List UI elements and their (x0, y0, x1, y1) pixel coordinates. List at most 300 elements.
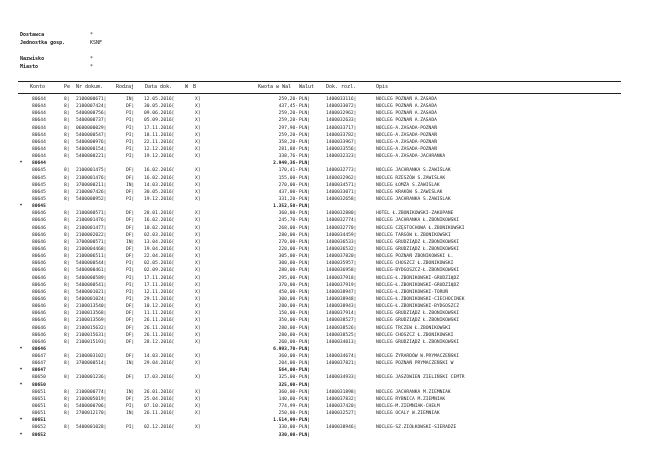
col-kwota: Kwota w Wal (258, 84, 292, 90)
cell-waluta: PLN| (299, 261, 311, 267)
cell-opis: NOCLEG RZESZÓW S.ZAWIŚLAK (376, 175, 446, 181)
cell-bodzaj: PI| (126, 282, 135, 288)
cell-konto: 80646 (32, 311, 46, 317)
cell-data: 02.03.2016[ (144, 232, 175, 238)
cell-dok: 1400032773| (326, 168, 357, 174)
cell-bodzaj: DF| (126, 396, 135, 402)
table-row (18, 232, 623, 239)
cell-dok: 1400036533| (326, 239, 357, 245)
cell-data: 02.12.2016[ (144, 425, 175, 431)
cell-nr: 5400001028| (76, 425, 107, 431)
cell-pe: 8| (64, 375, 70, 381)
cell-dok: 1400037914| (326, 311, 357, 317)
cell-opis: HOTEL Ł.ZBONIKOWSKI-ZAKOPANE (376, 211, 454, 217)
cell-dok: 1400034674| (326, 354, 357, 360)
cell-pe: 8| (64, 118, 70, 124)
cell-waluta: PLN| (299, 239, 311, 245)
cell-data: 29.04.2016[ (144, 361, 175, 367)
cell-opis: NOCLEG-A.ZASADA-JACHRANKA (376, 154, 446, 160)
cell-wl: X] (195, 332, 201, 338)
cell-wl: X] (195, 232, 201, 238)
cell-waluta: PLN| (299, 404, 311, 410)
cell-waluta: PLN| (299, 368, 311, 374)
cell-dok: 1400038527| (326, 318, 357, 324)
cell-dok: 1400033116| (326, 97, 357, 102)
cell-konto: 80650 (32, 382, 46, 388)
cell-kwota: 280,00- (278, 332, 298, 338)
cell-waluta: PLN| (299, 361, 311, 367)
table-row (18, 146, 623, 153)
table-row (18, 260, 623, 267)
cell-opis: NOCLEG ŻYRARDÓW W.PRYMACZEŃSKI (376, 354, 459, 360)
table-row (18, 282, 623, 289)
cell-bodzaj: PI| (126, 296, 135, 302)
cell-pe: 8| (64, 296, 70, 302)
cell-data: 11.11.2016[ (144, 311, 175, 317)
cell-wl: X] (195, 396, 201, 402)
cell-kwota: 1.352,50- (273, 204, 298, 210)
cell-data: 16.02.2016[ (144, 175, 175, 181)
cell-waluta: PLN| (299, 139, 311, 145)
cell-opis: NOCLEG POZNAŃ A.ZASADA (376, 97, 437, 102)
cell-waluta: PLN| (299, 161, 311, 167)
cell-pe: 8| (64, 182, 70, 188)
cell-wl: X] (195, 125, 201, 131)
cell-flag: * (19, 346, 23, 352)
cell-bodzaj: DF| (126, 304, 135, 310)
cell-pe: 8| (64, 361, 70, 367)
cell-wl: X] (195, 182, 201, 188)
cell-bodzaj: PI| (126, 125, 135, 131)
cell-pe: 8| (64, 111, 70, 117)
col-waluta: Walut (299, 84, 315, 90)
cell-pe: 8| (64, 132, 70, 138)
cell-bodzaj: DF| (126, 311, 135, 317)
cell-pe: 8| (64, 211, 70, 217)
cell-wl: X] (195, 111, 201, 117)
cell-dok: 1400037420| (326, 404, 357, 410)
cell-waluta: PLN| (299, 389, 311, 395)
cell-nr: 5400000756| (76, 111, 107, 117)
cell-pe: 8| (64, 168, 70, 174)
table-row (18, 424, 623, 431)
cell-konto: 80650 (32, 375, 46, 381)
cell-data: 19.04.2016[ (144, 246, 175, 252)
table-row (18, 103, 623, 110)
cell-waluta: PLN| (299, 354, 311, 360)
cell-konto: 80646 (32, 325, 46, 331)
cell-konto: 80647 (32, 361, 46, 367)
cell-wl: X] (195, 375, 201, 381)
cell-opis: NOCLEG JACHRANKA S.ZAWIŚLAK (376, 196, 451, 202)
cell-wl: X] (195, 325, 201, 331)
cell-wl: X] (195, 246, 201, 252)
cell-data: 26.11.2016[ (144, 325, 175, 331)
cell-kwota: 280,00- (278, 232, 298, 238)
cell-konto: 80652 (32, 432, 46, 438)
cell-dok: 1400031898| (326, 389, 357, 395)
cell-pe: 8| (64, 396, 70, 402)
cell-bodzaj: PI| (126, 118, 135, 124)
cell-nr: 5400000589| (76, 275, 107, 281)
cell-kwota: 305,00- (278, 254, 298, 260)
cell-kwota: 2.949,36- (273, 161, 298, 167)
cell-dok: 1400038526| (326, 325, 357, 331)
cell-opis: NOCLEG POZNAŃ A.ZASADA (376, 104, 437, 110)
cell-kwota: 300,00- (278, 261, 298, 267)
cell-waluta: PLN| (299, 275, 311, 281)
cell-dok: 1400037821| (326, 361, 357, 367)
cell-data: 13.04.2016[ (144, 239, 175, 245)
cell-konto: 80651 (32, 404, 46, 410)
cell-konto: 80651 (32, 418, 46, 424)
cell-data: 22.04.2016[ (144, 254, 175, 260)
cell-bodzaj: DF| (126, 246, 135, 252)
cell-bodzaj: PI| (126, 261, 135, 267)
cell-kwota: 270,00- (278, 239, 298, 245)
cell-waluta: PLN| (299, 425, 311, 431)
cell-pe: 8| (64, 411, 70, 417)
cell-konto: 80646 (32, 275, 46, 281)
header-field-label: Nazwisko (20, 56, 45, 62)
cell-opis: NOCLEG-A.ZASADA-POZNAŃ (376, 125, 437, 131)
cell-data: 05.09.2016[ (144, 118, 175, 124)
cell-opis: NOCLEG-Ł.ZBONIKOWSKI-CIECHOCINEK (376, 296, 465, 302)
cell-dok: 1400033556| (326, 146, 357, 152)
cell-data: 26.11.2016[ (144, 411, 175, 417)
header-field-value: * (90, 56, 94, 62)
cell-data: 30.05.2016[ (144, 104, 175, 110)
cell-waluta: PLN| (299, 296, 311, 302)
table-row (18, 175, 623, 182)
cell-konto: 80646 (32, 346, 46, 352)
cell-konto: 80646 (32, 268, 46, 274)
cell-waluta: PLN| (299, 332, 311, 338)
table-row (18, 332, 623, 339)
cell-opis: NOCLEG-A.ZASADA-POZNAŃ (376, 139, 437, 145)
cell-waluta: PLN| (299, 132, 311, 138)
cell-data: 02.05.2016[ (144, 261, 175, 267)
cell-bodzaj: DF| (126, 354, 135, 360)
cell-pe: 8| (64, 425, 70, 431)
cell-pe: 8| (64, 196, 70, 202)
cell-data: 19.12.2016[ (144, 196, 175, 202)
cell-pe: 8| (64, 239, 70, 245)
cell-dok: 1400033717| (326, 125, 357, 131)
cell-konto: 80646 (32, 304, 46, 310)
cell-data: 18.11.2016[ (144, 132, 175, 138)
cell-wl: X] (195, 304, 201, 310)
cell-dok: 1400037918| (326, 275, 357, 281)
cell-waluta: PLN| (299, 204, 311, 210)
table-row (18, 360, 623, 367)
cell-nr: 5400000737| (76, 118, 107, 124)
table-row (18, 167, 623, 174)
cell-waluta: PLN| (299, 232, 311, 238)
header-field-label: Jednostka gosp. (20, 40, 66, 46)
cell-dok: 1400034571| (326, 182, 357, 188)
table-row (18, 117, 623, 124)
header-top-rule (18, 81, 621, 82)
table-row (18, 139, 623, 146)
cell-waluta: PLN| (299, 268, 311, 274)
cell-wl: X] (195, 268, 201, 274)
cell-kwota: 360,00- (278, 211, 298, 217)
cell-waluta: PLN| (299, 97, 311, 102)
cell-kwota: 280,00- (278, 325, 298, 331)
cell-wl: X] (195, 254, 201, 260)
cell-opis: NOCLEG GRUDZIĄDZ Ł.ZBONIKOWSKI (376, 318, 459, 324)
cell-konto: 80646 (32, 289, 46, 295)
cell-nr: 3700000211| (76, 182, 107, 188)
cell-bodzaj: DF| (126, 225, 135, 231)
cell-pe: 8| (64, 339, 70, 345)
cell-konto: 80651 (32, 411, 46, 417)
cell-bodzaj: PI| (126, 111, 135, 117)
cell-opis: NOCLEG POZNAŃ ZBONIKOWSKI Ł. (376, 254, 454, 260)
cell-wl: X] (195, 361, 201, 367)
cell-waluta: PLN| (299, 382, 311, 388)
cell-wl: X] (195, 425, 201, 431)
subtotal-row (18, 432, 623, 439)
cell-dok: 1400032770| (326, 225, 357, 231)
cell-bodzaj: PI| (126, 289, 135, 295)
cell-dok: 1400038948| (326, 296, 357, 302)
cell-nr: 2700012170| (76, 411, 107, 417)
cell-bodzaj: PI| (126, 196, 135, 202)
cell-data: 16.02.2016[ (144, 218, 175, 224)
table-row (18, 189, 623, 196)
cell-nr: 5400000547| (76, 132, 107, 138)
cell-wl: X] (195, 311, 201, 317)
cell-kwota: 450,00- (278, 289, 298, 295)
subtotal-row (18, 417, 623, 424)
header-field-value: * (90, 32, 94, 38)
cell-kwota: 204,00- (278, 361, 298, 367)
cell-kwota: 358,20- (278, 139, 298, 145)
cell-nr: 2100015631| (76, 332, 107, 338)
cell-nr: 2100006511| (76, 254, 107, 260)
cell-opis: NOCLEG JACHRANKA M.ZIEMNIAK (376, 389, 451, 395)
cell-opis: NOCLEG TARGÓW Ł.ZBONIKOWSKI (376, 232, 451, 238)
cell-pe: 8| (64, 246, 70, 252)
cell-kwota: 437,00- (278, 189, 298, 195)
table-row (18, 132, 623, 139)
cell-waluta: PLN| (299, 375, 311, 381)
cell-pe: 8| (64, 304, 70, 310)
col-w: W (185, 84, 189, 90)
table-row (18, 182, 623, 189)
cell-wl: X] (195, 404, 201, 410)
cell-opis: NOCLEG-BYDGOSZCZ-Ł.ZBONIKOWSKI (376, 268, 459, 274)
cell-bodzaj: DF| (126, 254, 135, 260)
cell-nr: 5400001024| (76, 296, 107, 302)
cell-flag: * (19, 161, 23, 167)
cell-wl: X] (195, 104, 201, 110)
cell-konto: 80645 (32, 168, 46, 174)
cell-kwota: 245,70- (278, 218, 298, 224)
table-row (18, 275, 623, 282)
cell-konto: 80646 (32, 261, 46, 267)
cell-konto: 80646 (32, 296, 46, 302)
cell-konto: 80645 (32, 175, 46, 181)
table-row (18, 246, 623, 253)
header-bottom-rule (18, 93, 621, 94)
cell-opis: NOCLEG-M.ZIEMNIAK-CHEŁM (376, 404, 440, 410)
cell-kwota: 155,00- (278, 175, 298, 181)
table-row (18, 217, 623, 224)
cell-pe: 8| (64, 175, 70, 181)
cell-nr: 5400000706| (76, 404, 107, 410)
cell-wl: X] (195, 282, 201, 288)
cell-kwota: 295,00- (278, 275, 298, 281)
table-row (18, 353, 623, 360)
cell-pe: 8| (64, 389, 70, 395)
cell-waluta: PLN| (299, 325, 311, 331)
cell-bodzaj: DF| (126, 332, 135, 338)
table-row (18, 410, 623, 417)
cell-pe: 8| (64, 154, 70, 160)
table-row (18, 96, 623, 103)
cell-wl: X] (195, 139, 201, 145)
cell-konto: 80646 (32, 225, 46, 231)
cell-opis: NOCLEG JACHRANKA Ł.ZBONIKOWSKI (376, 218, 459, 224)
cell-bodzaj: IN| (126, 97, 135, 102)
col-b: B (193, 84, 197, 90)
cell-opis: NOCLEG-A.ZASADA-POZNAŃ (376, 146, 437, 152)
cell-nr: 3700000514| (76, 361, 107, 367)
cell-konto: 80646 (32, 339, 46, 345)
cell-pe: 8| (64, 404, 70, 410)
table-row (18, 325, 623, 332)
cell-data: 22.11.2016[ (144, 139, 175, 145)
cell-data: 17.11.2016[ (144, 282, 175, 288)
cell-kwota: 281,88- (278, 146, 298, 152)
subtotal-row (18, 160, 623, 167)
cell-nr: 2100007424| (76, 104, 107, 110)
table-row (18, 403, 623, 410)
cell-waluta: PLN| (299, 339, 311, 345)
table-row (18, 267, 623, 274)
cell-nr: 2100013568| (76, 311, 107, 317)
cell-kwota: 330,00- (278, 432, 298, 438)
cell-waluta: PLN| (299, 125, 311, 131)
cell-nr: 2100001476| (76, 175, 107, 181)
cell-konto: 80644 (32, 161, 46, 167)
cell-waluta: PLN| (299, 304, 311, 310)
cell-bodzaj: IN| (126, 389, 135, 395)
cell-wl: X] (195, 189, 201, 195)
table-row (18, 296, 623, 303)
subtotal-row (18, 346, 623, 353)
cell-nr: 2100015632| (76, 325, 107, 331)
cell-dok: 1400033072| (326, 104, 357, 110)
cell-konto: 80645 (32, 182, 46, 188)
table-row (18, 125, 623, 132)
cell-wl: X] (195, 196, 201, 202)
cell-nr: 5400000461| (76, 268, 107, 274)
cell-wl: X] (195, 239, 201, 245)
cell-dok: 1400032658| (326, 196, 357, 202)
cell-nr: 5400001021| (76, 289, 107, 295)
cell-wl: X] (195, 261, 201, 267)
cell-kwota: 259,20- (278, 97, 298, 102)
cell-pe: 8| (64, 218, 70, 224)
cell-kwota: 1.514,99- (273, 418, 298, 424)
cell-wl: X] (195, 146, 201, 152)
cell-dok: 1400032962| (326, 111, 357, 117)
col-konto: Konto (30, 84, 46, 90)
cell-bodzaj: IN| (126, 239, 135, 245)
cell-kwota: 280,00- (278, 304, 298, 310)
cell-opis: NOCLEG OCALY W.ZIEMNIAK (376, 411, 440, 417)
cell-data: 10.02.2016[ (144, 225, 175, 231)
cell-opis: NOCLEG POZNAŃ PRYMACZEŃSKI W (376, 361, 454, 367)
cell-nr: 2100003102| (76, 354, 107, 360)
cell-opis: NOCLEG-Ł.ZBONIKOWSKI-TORUŃ (376, 289, 448, 295)
cell-nr: 2100000774| (76, 389, 107, 395)
cell-pe: 8| (64, 261, 70, 267)
table-row (18, 289, 623, 296)
cell-kwota: 360,00- (278, 354, 298, 360)
table-row (18, 317, 623, 324)
cell-waluta: PLN| (299, 346, 311, 352)
cell-bodzaj: DF| (126, 232, 135, 238)
cell-data: 12.12.2016[ (144, 146, 175, 152)
cell-bodzaj: DF| (126, 375, 135, 381)
cell-kwota: 259,20- (278, 111, 298, 117)
cell-nr: 2100015193| (76, 339, 107, 345)
cell-data: 16.02.2016[ (144, 168, 175, 174)
table-row (18, 374, 623, 381)
cell-data: 12.11.2016[ (144, 289, 175, 295)
cell-dok: 1400038947| (326, 289, 357, 295)
col-pe: Pe (64, 84, 71, 90)
cell-konto: 80644 (32, 154, 46, 160)
cell-pe: 8| (64, 275, 70, 281)
cell-bodzaj: DF| (126, 168, 135, 174)
cell-data: 30.05.2016[ (144, 189, 175, 195)
cell-opis: NOCLEG JACHRANKA S.ZAWIŚLAK (376, 168, 451, 174)
cell-konto: 80651 (32, 389, 46, 395)
cell-kwota: 437,45- (278, 104, 298, 110)
col-dok: Dok. rozl. (326, 84, 357, 90)
cell-dok: 1400034013| (326, 339, 357, 345)
cell-data: 19.12.2016[ (144, 154, 175, 160)
cell-kwota: 330,00- (278, 425, 298, 431)
cell-pe: 8| (64, 232, 70, 238)
cell-wl: X] (195, 354, 201, 360)
cell-konto: 80646 (32, 318, 46, 324)
cell-nr: 2100004468| (76, 246, 107, 252)
cell-kwota: 250,00- (278, 411, 298, 417)
cell-opis: NOCLEG CZĘSTOCHOWA Ł.ZBONIKOWSKI (376, 225, 465, 231)
cell-waluta: PLN| (299, 418, 311, 424)
cell-bodzaj: IN| (126, 182, 135, 188)
cell-waluta: PLN| (299, 218, 311, 224)
cell-flag: * (19, 382, 23, 388)
cell-kwota: 170,41- (278, 168, 298, 174)
cell-nr: 5400000541| (76, 282, 107, 288)
cell-pe: 8| (64, 139, 70, 145)
subtotal-row (18, 203, 623, 210)
cell-data: 14.03.2016[ (144, 354, 175, 360)
table-row (18, 389, 623, 396)
cell-dok: 1400036958| (326, 268, 357, 274)
cell-dok: 1400038943| (326, 304, 357, 310)
cell-konto: 80646 (32, 232, 46, 238)
cell-konto: 80646 (32, 246, 46, 252)
